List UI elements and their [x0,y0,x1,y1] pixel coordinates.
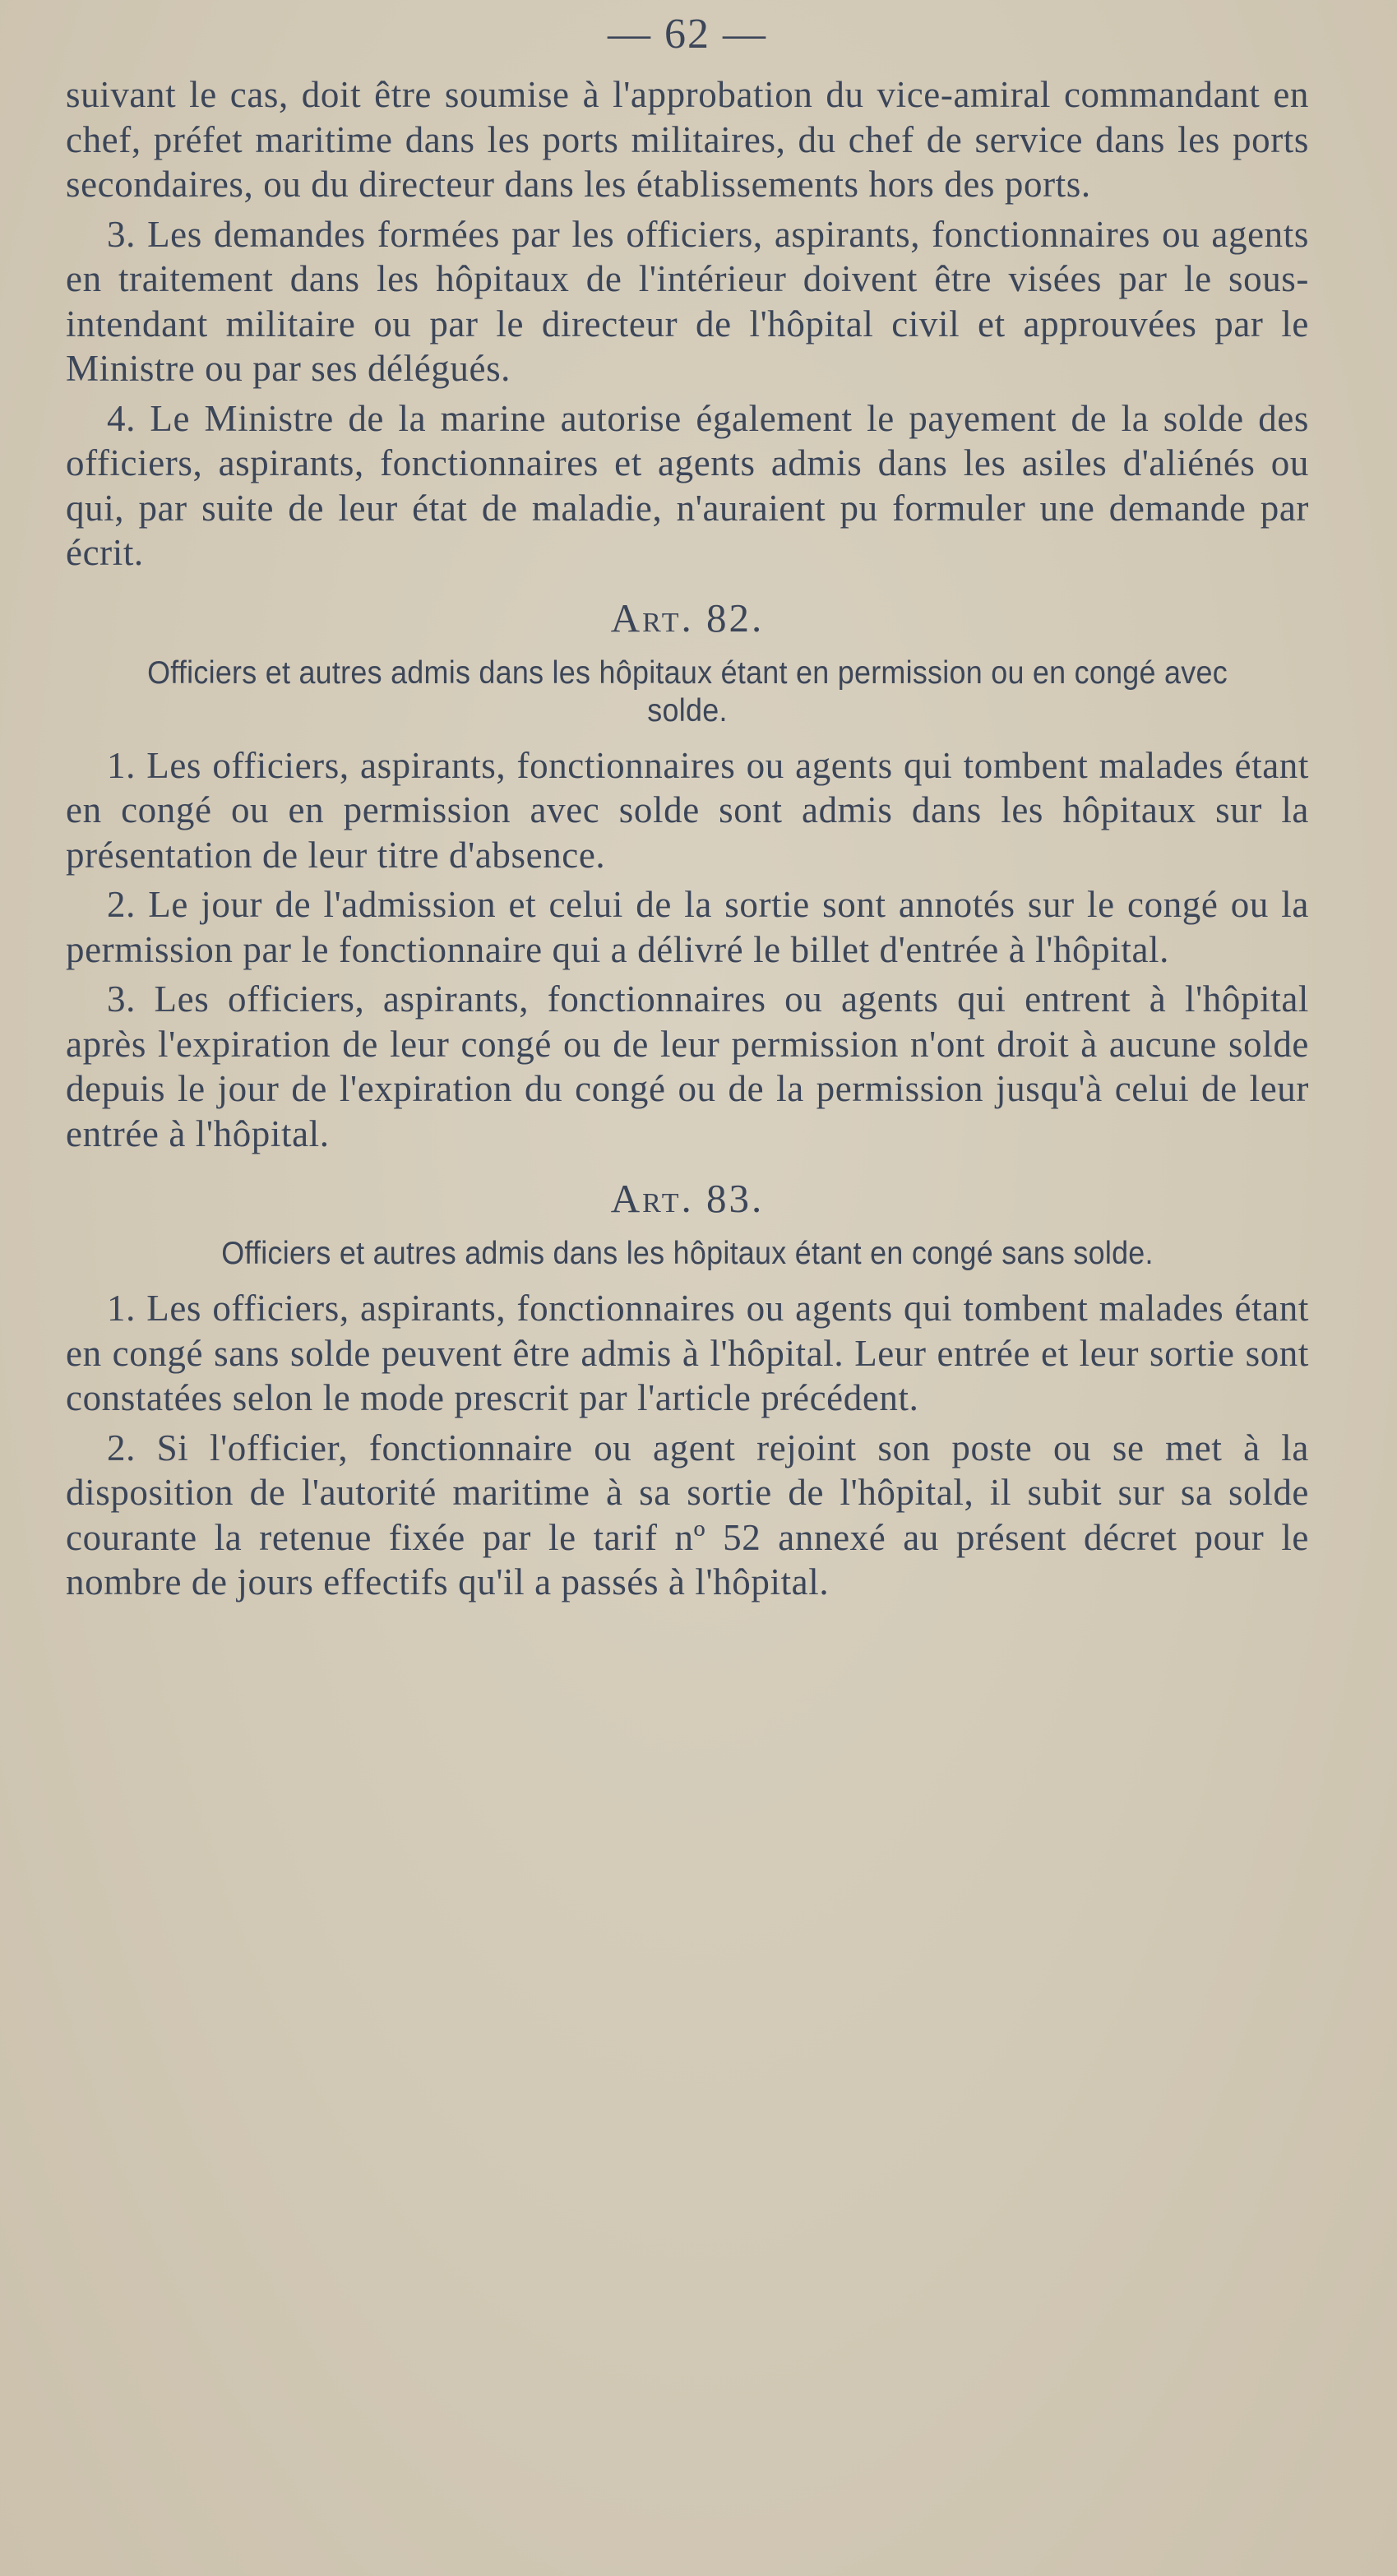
article-83-paragraph-2: 2. Si l'officier, fonctionnaire ou agent rejoint son poste ou se met à la disposition de l'autorité maritime à sa sortie de l'hôpital, il subit sur sa solde courante la retenue fixée par le tarif nº 52 annexé au présent décret pour le nombre de jours effectifs qu'il a passés à l'hôpital. [66,1427,1309,1602]
page-number: — 62 — [608,11,767,58]
article-83-paragraph-1: 1. Les officiers, aspirants, fonctionnaires ou agents qui tombent malades étant en congé sans solde peuvent être admis à l'hôpital. Leur entrée et leur sortie sont constatées selon le mode prescrit par l'article précédent. [66,1288,1309,1418]
document-page [66,8,1309,1605]
article-82-paragraph-2: 2. Le jour de l'admission et celui de la sortie sont annotés sur le congé ou la permission par le fonctionnaire qui a délivré le billet d'entrée à l'hôpital. [66,884,1309,970]
article-82-paragraph-1: 1. Les officiers, aspirants, fonctionnaires ou agents qui tombent malades étant en congé ou en permission avec solde sont admis dans les hôpitaux sur la présentation de leur titre d'absence. [66,744,1309,876]
article-83-subtitle: Officiers et autres admis dans les hôpitaux étant en congé sans solde. [221,1236,1154,1271]
article-82-heading: Art. 82. [610,594,765,641]
article-82-paragraph-3: 3. Les officiers, aspirants, fonctionnaires ou agents qui entrent à l'hôpital après l'expiration de leur congé ou de leur permission n'ont droit à aucune solde depuis le jour de l'expiration du congé ou de la permission jusqu'à celui de leur entrée à l'hôpital. [66,978,1309,1154]
article-82-subtitle: Officiers et autres admis dans les hôpitaux étant en permission ou en congé avec solde. [147,654,1228,728]
article-83-heading: Art. 83. [610,1176,765,1221]
paragraph-3-demandes: 3. Les demandes formées par les officiers, aspirants, fonctionnaires ou agents en traitement dans les hôpitaux de l'intérieur doivent être visées par le sous-intendant militaire ou par le directeur de l'hôpital civil et approuvées par le Ministre ou par ses délégués. [66,213,1309,389]
paragraph-continuation: suivant le cas, doit être soumise à l'approbation du vice-amiral commandant en chef, préfet maritime dans les ports militaires, du chef de service dans les ports secondaires, ou du directeur dans les établissements hors des ports. [66,74,1309,205]
paragraph-4-ministre: 4. Le Ministre de la marine autorise également le payement de la solde des officiers, aspirants, fonctionnaires et agents admis dans les asiles d'aliénés ou qui, par suite de leur état de maladie, n'auraient pu formuler une demande par écrit. [66,397,1309,573]
